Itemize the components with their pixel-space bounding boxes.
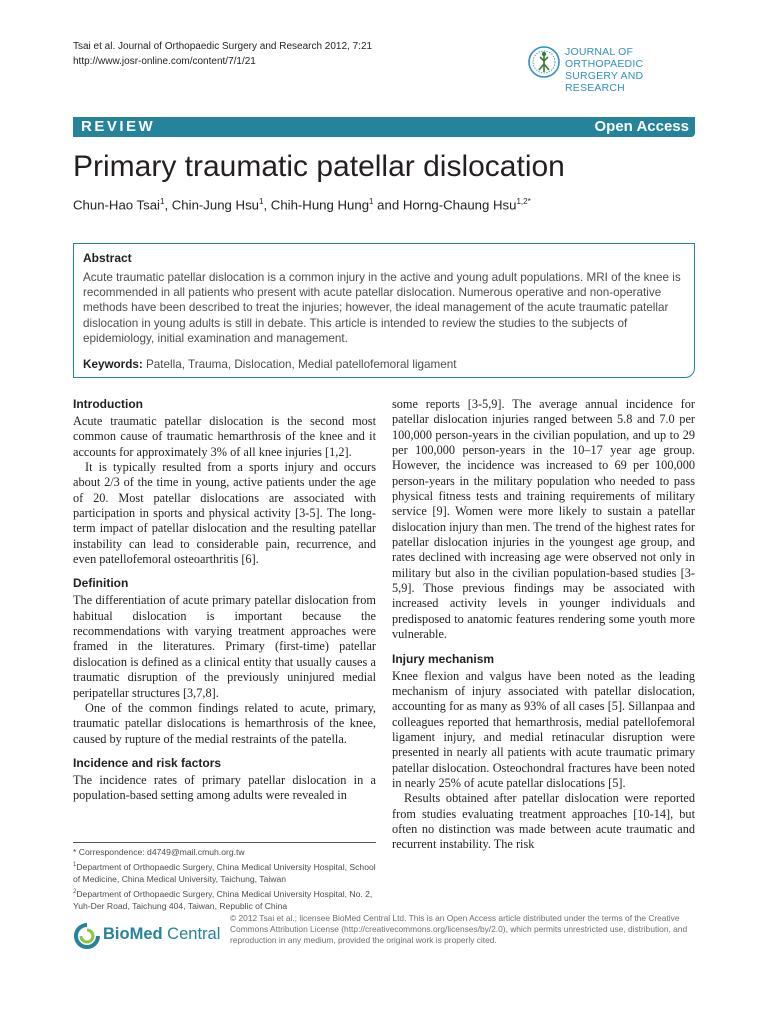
keywords-list: Patella, Trauma, Dislocation, Medial patellofemoral ligament xyxy=(142,358,457,371)
correspondence-note: * Correspondence: d4749@mail.cmuh.org.tw xyxy=(73,847,245,857)
footnote-divider xyxy=(73,842,376,843)
paragraph: The differentiation of acute primary patellar dislocation from habitual dislocation is important because the recommendations with varying treatment approaches were framed in the literatures. Primary (first-time) patellar dislocation is defined as a clinical entity that usually causes a traumatic disruption of the previously uninjured medial peripatellar structures [3,7,8]. xyxy=(73,593,376,700)
keywords-line xyxy=(83,358,457,371)
author-affiliation: 1 xyxy=(259,197,264,206)
abstract-box xyxy=(73,243,695,378)
affiliation-note: $^1$Department of Orthopaedic Surgery, China Medical University Hospital, School of Medicine, China Medical University, Taichung, Taiwan xyxy=(73,861,376,885)
author-affiliation: 1 xyxy=(369,197,374,206)
footnotes xyxy=(73,846,383,913)
author-name: Horng-Chaung Hsu xyxy=(402,197,517,213)
article-title: Primary traumatic patellar dislocation xyxy=(73,150,565,183)
journal-emblem-icon xyxy=(527,40,561,88)
license-text: © 2012 Tsai et al.; licensee BioMed Central Ltd. This is an Open Access article distributed under the terms of the Creative Commons Attribution License (http://creativecommons.org/licenses/by/2.0), which permits unrestricted use, distribution, and reproduction in any medium, provided the original work is properly cited. xyxy=(230,913,688,946)
citation-header xyxy=(73,39,372,69)
paragraph: The incidence rates of primary patellar dislocation in a population-based setting among adults were revealed in xyxy=(73,772,376,803)
section-heading-incidence: Incidence and risk factors xyxy=(73,755,222,770)
body-column-right xyxy=(392,397,695,853)
paragraph: Results obtained after patellar dislocation were reported from studies evaluating treatment approaches [10-14], but often no distinction was made between acute traumatic and recurrent instability. The risk xyxy=(392,791,695,852)
author-name: Chin-Jung Hsu xyxy=(171,197,260,213)
article-url-link[interactable]: http://www.josr-online.com/content/7/1/21 xyxy=(73,56,256,67)
open-access-label: Open Access xyxy=(594,118,689,135)
author-list: Chun-Hao Tsai$^1$, Chin-Jung Hsu$^1$, Chih-Hung Hung$^1$ and Horng-Chaung Hsu$^{1,2*}$ xyxy=(73,197,531,213)
article-type-banner xyxy=(73,117,695,137)
author-name: Chih-Hung Hung xyxy=(270,197,370,213)
abstract-text: Acute traumatic patellar dislocation is a common injury in the active and young adult populations. MRI of the knee is recommended in all patients who present with acute patellar dislocation. Numerous operative and non-operative methods have been described to treat the injuries; however, the ideal management of the acute traumatic patellar dislocation in young adults is still in debate. This article is intended to review the studies to the subjects of epidemiology, initial examination and management. xyxy=(83,271,681,345)
journal-name: JOURNAL OF ORTHOPAEDIC SURGERY AND RESEARCH xyxy=(565,46,644,94)
author-affiliation: 1 xyxy=(160,197,165,206)
citation-line: Tsai et al. Journal of Orthopaedic Surgery and Research 2012, 7:21 xyxy=(73,41,373,52)
biomed-central-wordmark: BioMed Central xyxy=(103,925,221,943)
section-heading-injury-mechanism: Injury mechanism xyxy=(392,651,495,666)
author-affiliation: 1,2* xyxy=(516,197,531,206)
section-heading-definition: Definition xyxy=(73,576,129,591)
biomed-central-logo-icon xyxy=(73,922,101,950)
author-name: Chun-Hao Tsai xyxy=(73,197,160,213)
paragraph: Acute traumatic patellar dislocation is the second most common cause of traumatic hemarthrosis of the knee and it accounts for approximately 3% of all knee injuries [1,2]. xyxy=(73,414,376,459)
abstract-heading: Abstract xyxy=(83,251,132,265)
journal-logo xyxy=(527,40,697,94)
affiliation-note: $^2$Department of Orthopaedic Surgery, China Medical University Hospital, No. 2, Yuh-Der Road, Taichung 404, Taiwan, Republic of China xyxy=(73,888,373,912)
biomed-central-logo xyxy=(73,922,233,952)
paragraph: It is typically resulted from a sports injury and occurs about 2/3 of the time in young, active patients under the age of 20. Most patellar dislocations are associated with participation in sports and physical activity [3-5]. The long-term impact of patellar dislocation and the resulting patellar instability can lead to considerable pain, recurrence, and even patellofemoral osteoarthritis [6]. xyxy=(73,460,376,567)
section-heading-introduction: Introduction xyxy=(73,397,143,411)
paragraph: Knee flexion and valgus have been noted as the leading mechanism of injury associated with patellar dislocation, accounting for as many as 93% of all cases [5]. Sillanpaa and colleagues reported that hemarthrosis, medial patellofemoral ligament injury, and medial retinacular disruption were presented in nearly all patients with acute traumatic primary patellar dislocation. Osteochondral fractures have been noted in nearly 25% of acute patellar dislocations [5]. xyxy=(392,668,695,790)
paragraph: some reports [3-5,9]. The average annual incidence for patellar dislocation injuries ranged between 5.8 and 7.0 per 100,000 person-years in the civilian population, and up to 29 per 100,000 person-years in the 10–17 year age group. However, the incidence was increased to 69 per 100,000 person-years in the military population who needed to pass physical fitness tests and training requirements of military service [9]. Women were more likely to sustain a patellar dislocation injury than men. The trend of the highest rates for patellar dislocation injuries in the youngest age group, and rates declined with increasing age were observed not only in military but also in the civilian population-based studies [3-5,9]. Those previous findings may be associated with increased activity levels in younger individuals and predisposed to anatomic features rendering some youth more vulnerable. xyxy=(392,397,695,642)
paragraph: One of the common findings related to acute, primary, traumatic patellar dislocations is hemarthrosis of the knee, caused by rupture of the medial restraints of the patella. xyxy=(73,700,376,746)
body-column-left xyxy=(73,397,376,804)
article-type-label: REVIEW xyxy=(81,118,156,135)
keywords-label: Keywords: xyxy=(83,358,143,371)
